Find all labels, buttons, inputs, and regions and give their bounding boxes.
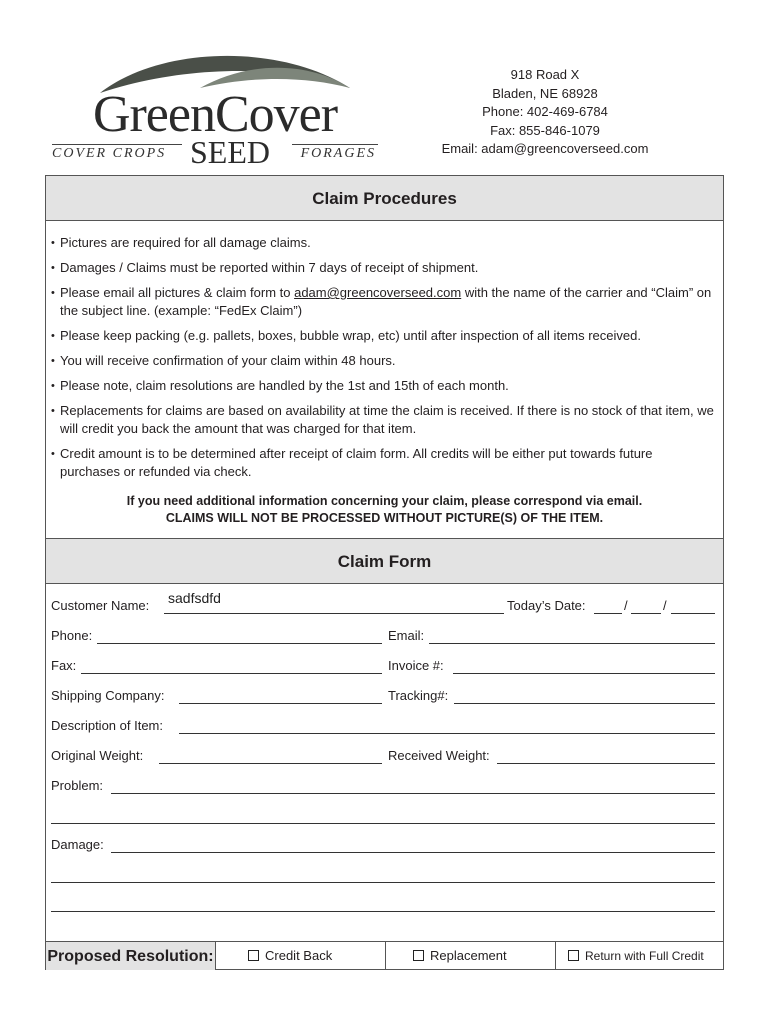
tracking-field[interactable] xyxy=(454,703,715,704)
date-separator: / xyxy=(624,598,628,613)
invoice-label: Invoice #: xyxy=(388,658,444,673)
problem-field[interactable] xyxy=(111,793,715,794)
date-separator: / xyxy=(663,598,667,613)
list-item: • Replacements for claims are based on availability at time the claim is received. If there is no stock of that item, we will credit you back the amount that was charged for that item. xyxy=(51,402,716,438)
list-item: • Damages / Claims must be reported within 7 days of receipt of shipment. xyxy=(51,259,716,277)
description-field[interactable] xyxy=(179,733,715,734)
option-label: Replacement xyxy=(430,948,507,963)
email-instruction-text-end: with the name of the carrier and “Claim” on the subject line. (example: “FedEx Claim”) xyxy=(60,285,712,318)
claim-document xyxy=(45,175,724,970)
company-logo xyxy=(50,48,380,170)
damage-label: Damage: xyxy=(51,837,104,852)
list-item-email xyxy=(51,284,716,320)
todays-date-label: Today’s Date: xyxy=(507,598,586,613)
claim-form-heading: Claim Form xyxy=(46,538,723,584)
list-item: • Credit amount is to be determined after receipt of claim form. All credits will be either put towards future purchases or refunded via check. xyxy=(51,445,716,481)
option-credit-back[interactable] xyxy=(216,942,386,970)
fax-field[interactable] xyxy=(81,673,382,674)
logo-tag-forages: FORAGES xyxy=(300,146,376,161)
original-weight-label: Original Weight: xyxy=(51,748,144,763)
option-label: Return with Full Credit xyxy=(585,949,704,963)
address-email[interactable]: Email: adam@greencoverseed.com xyxy=(441,141,649,156)
phone-field[interactable] xyxy=(97,643,382,644)
logo-wordmark: GreenCover xyxy=(92,86,338,143)
email-contact-note: If you need additional information concerning your claim, please correspond via email. xyxy=(126,494,643,508)
list-item: • You will receive confirmation of your claim within 48 hours. xyxy=(51,352,716,370)
company-address xyxy=(420,66,670,159)
shipping-tracking-row xyxy=(51,688,716,708)
list-item: • Please keep packing (e.g. pallets, boxes, bubble wrap, etc) until after inspection of all items received. xyxy=(51,327,716,345)
logo-rule-right xyxy=(292,144,378,145)
email-label: Email: xyxy=(388,628,425,643)
checkbox-icon[interactable] xyxy=(248,950,259,961)
procedures-list xyxy=(51,234,716,488)
date-year-field[interactable] xyxy=(671,613,715,614)
original-weight-field[interactable] xyxy=(159,763,382,764)
damage-row-continued xyxy=(51,896,716,916)
problem-row xyxy=(51,778,716,798)
address-street: 918 Road X xyxy=(510,67,580,82)
option-replacement[interactable] xyxy=(386,942,556,970)
proposed-resolution-bar xyxy=(46,941,723,970)
tracking-label: Tracking#: xyxy=(388,688,449,703)
shipping-company-field[interactable] xyxy=(179,703,382,704)
email-instruction-text: Please email all pictures & claim form to xyxy=(60,285,295,300)
option-return-full-credit[interactable] xyxy=(556,942,723,970)
date-day-field[interactable] xyxy=(631,613,661,614)
address-city: Bladen, NE 68928 xyxy=(492,85,598,101)
damage-field-line3[interactable] xyxy=(51,911,715,912)
customer-name-label: Customer Name: xyxy=(51,598,150,613)
invoice-field[interactable] xyxy=(453,673,715,674)
pictures-required-note: CLAIMS WILL NOT BE PROCESSED WITHOUT PICTURE(S) OF THE ITEM. xyxy=(165,511,604,525)
damage-row xyxy=(51,837,716,857)
logo-rule-left xyxy=(52,144,182,145)
list-item: • Please note, claim resolutions are handled by the 1st and 15th of each month. xyxy=(51,377,716,395)
description-row xyxy=(51,718,716,738)
checkbox-icon[interactable] xyxy=(413,950,424,961)
description-label: Description of Item: xyxy=(51,718,163,733)
claim-procedures-heading: Claim Procedures xyxy=(46,176,723,221)
claim-email-link[interactable]: adam@greencoverseed.com xyxy=(294,285,462,300)
email-field[interactable] xyxy=(429,643,715,644)
damage-field-line2[interactable] xyxy=(51,882,715,883)
phone-label: Phone: xyxy=(51,628,93,643)
problem-label: Problem: xyxy=(51,778,104,793)
fax-invoice-row xyxy=(51,658,716,678)
problem-row-continued xyxy=(51,808,716,828)
customer-name-row xyxy=(51,590,716,618)
address-fax: Fax: 855-846-1079 xyxy=(490,122,600,138)
logo-seed-word: SEED xyxy=(190,134,270,170)
damage-row-continued xyxy=(51,867,716,887)
option-label: Credit Back xyxy=(265,948,333,963)
phone-email-row xyxy=(51,628,716,648)
received-weight-field[interactable] xyxy=(497,763,715,764)
problem-field-line2[interactable] xyxy=(51,823,715,824)
logo-tag-cover-crops: COVER CROPS xyxy=(52,146,167,161)
checkbox-icon[interactable] xyxy=(568,950,579,961)
fax-label: Fax: xyxy=(51,658,77,673)
damage-field[interactable] xyxy=(111,852,715,853)
list-item: • Pictures are required for all damage claims. xyxy=(51,234,716,252)
received-weight-label: Received Weight: xyxy=(388,748,490,763)
date-month-field[interactable] xyxy=(594,613,622,614)
weight-row xyxy=(51,748,716,768)
address-phone: Phone: 402-469-6784 xyxy=(482,104,608,119)
customer-name-field[interactable] xyxy=(164,613,504,614)
customer-name-value[interactable]: sadfsdfd xyxy=(168,590,221,606)
shipping-company-label: Shipping Company: xyxy=(51,688,165,703)
proposed-resolution-label: Proposed Resolution: xyxy=(46,942,216,970)
